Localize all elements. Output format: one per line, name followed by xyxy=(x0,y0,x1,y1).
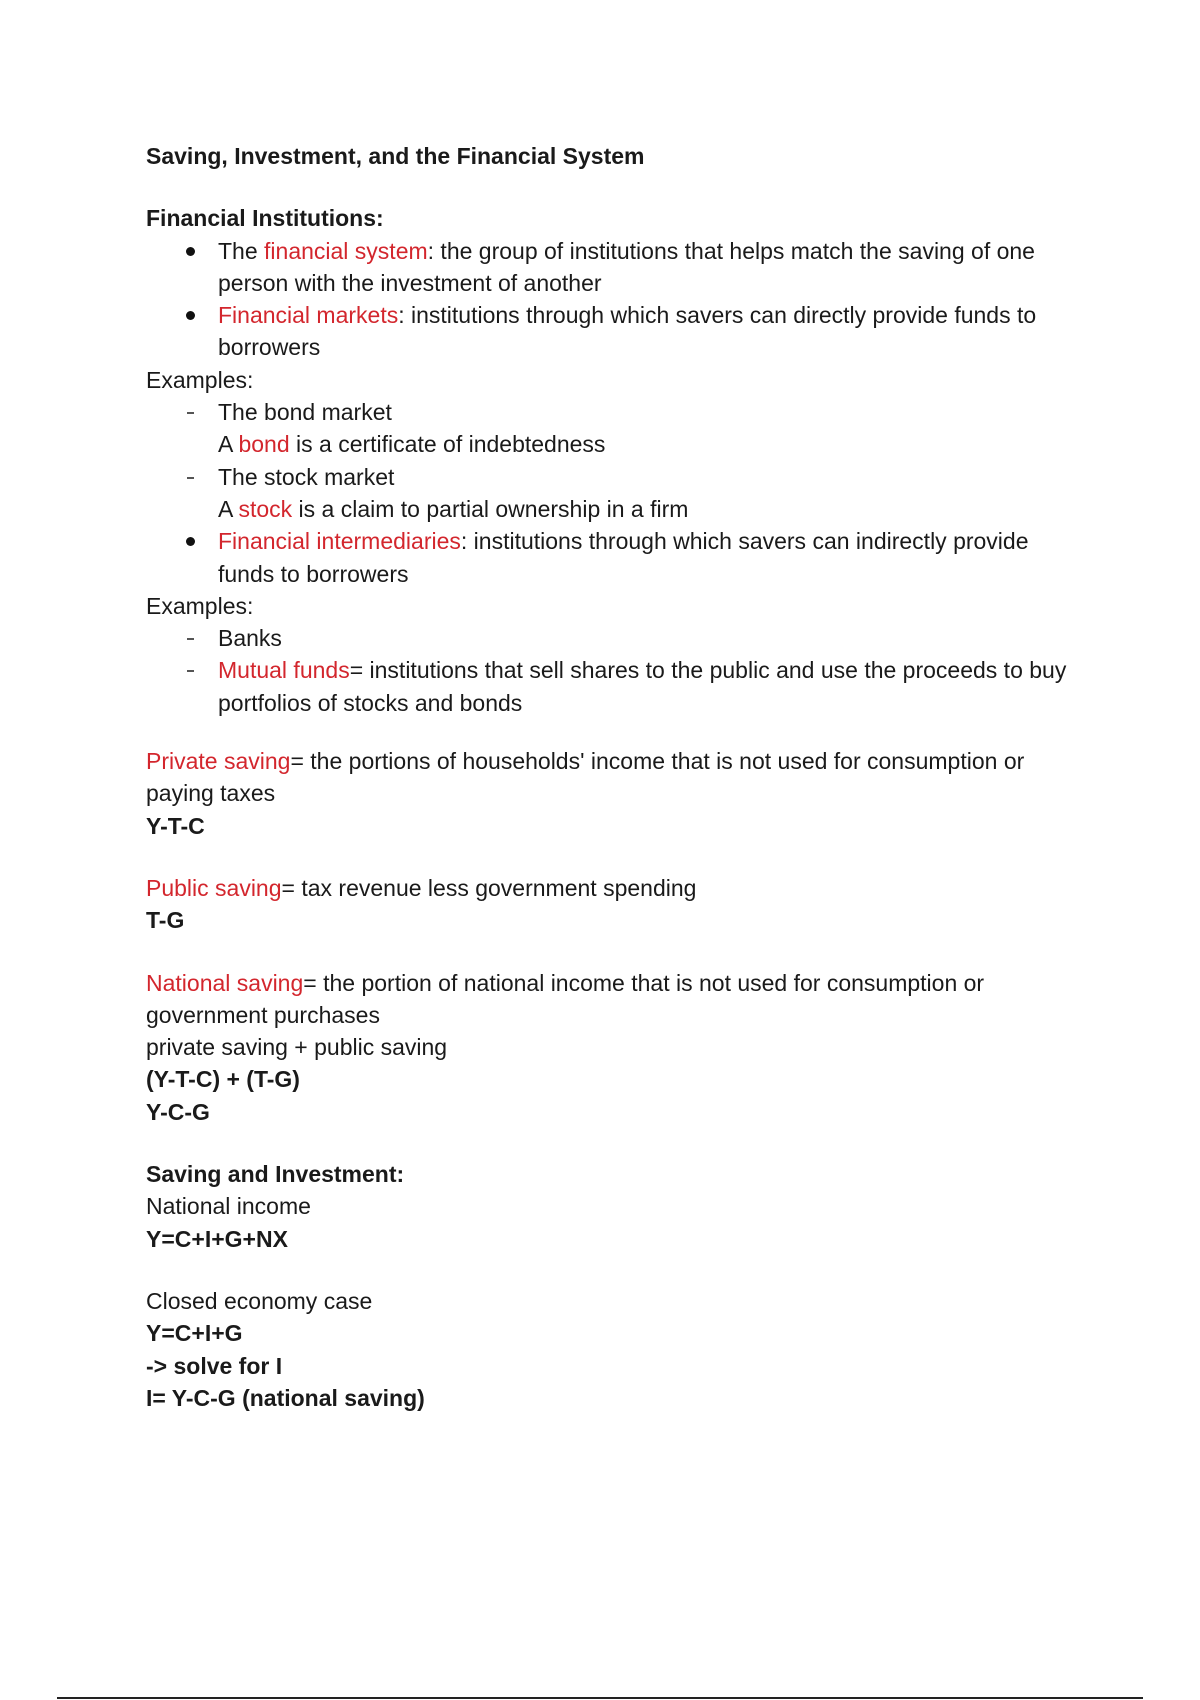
document-title: Saving, Investment, and the Financial System xyxy=(146,143,645,169)
definition-mutual-funds: = institutions that sell shares to the public and use the proceeds to buy portfolios of stocks and bonds xyxy=(218,657,1067,716)
formula-investment-result: I= Y-C-G (national saving) xyxy=(146,1384,425,1411)
solve-for-i: -> solve for I xyxy=(146,1352,283,1379)
definition-financial-intermediaries: : institutions through which savers can indirectly provide funds to borrowers xyxy=(218,528,1029,587)
page-bottom-rule xyxy=(57,1697,1143,1699)
examples-label-2: Examples: xyxy=(146,592,254,619)
term-public-saving: Public saving xyxy=(146,874,282,901)
private-saving-definition xyxy=(146,745,1086,810)
national-saving-composition: private saving + public saving xyxy=(146,1034,448,1061)
bond-prefix: A xyxy=(218,431,239,458)
public-saving-definition xyxy=(146,872,1106,904)
bullet-dot-icon xyxy=(180,235,200,267)
definition-national-saving: = the portion of national income that is not used for consumption or government purchases xyxy=(146,969,985,1028)
bullet-prefix: The xyxy=(218,237,265,264)
term-bond: bond xyxy=(238,431,290,458)
definition-public-saving: = tax revenue less government spending xyxy=(281,874,697,901)
definition-financial-markets: : institutions through which savers can directly provide funds to borrowers xyxy=(218,302,1037,361)
saving-investment-heading: Saving and Investment: xyxy=(146,1161,405,1188)
formula-public-saving: T-G xyxy=(146,907,185,934)
bullet-financial-markets xyxy=(146,299,1088,364)
term-private-saving: Private saving xyxy=(146,748,291,775)
document-page xyxy=(146,140,1106,1414)
bullet-dot-icon xyxy=(180,525,200,557)
term-stock: stock xyxy=(238,495,293,522)
examples-label-1: Examples: xyxy=(146,366,254,393)
term-financial-intermediaries: Financial intermediaries xyxy=(218,528,461,555)
term-mutual-funds: Mutual funds xyxy=(218,657,350,684)
example-stock-market xyxy=(146,461,1088,493)
term-financial-system: financial system xyxy=(264,237,428,264)
stock-definition xyxy=(146,493,1106,525)
example-bond-market-label: The bond market xyxy=(218,399,392,426)
financial-institutions-heading: Financial Institutions: xyxy=(146,205,384,232)
definition-financial-system: : the group of institutions that helps match the saving of one person with the investment of another xyxy=(218,237,1035,296)
dash-icon xyxy=(180,461,200,493)
bond-definition xyxy=(146,428,1106,460)
example-banks xyxy=(146,622,1088,654)
closed-economy-label: Closed economy case xyxy=(146,1287,373,1314)
formula-national-saving: Y-C-G xyxy=(146,1098,210,1125)
formula-private-saving: Y-T-C xyxy=(146,812,205,839)
dash-icon xyxy=(180,654,200,686)
bullet-financial-system xyxy=(146,235,1088,300)
example-mutual-funds xyxy=(146,654,1088,719)
term-national-saving: National saving xyxy=(146,969,304,996)
bullet-financial-intermediaries xyxy=(146,525,1088,590)
dash-icon xyxy=(180,396,200,428)
national-income-label: National income xyxy=(146,1193,311,1220)
national-saving-definition xyxy=(146,967,1046,1032)
definition-private-saving: = the portions of households' income that is not used for consumption or paying taxes xyxy=(146,748,1025,807)
definition-stock: is a claim to partial ownership in a firm xyxy=(292,495,689,522)
formula-national-saving-expanded: (Y-T-C) + (T-G) xyxy=(146,1066,300,1093)
term-financial-markets: Financial markets xyxy=(218,302,399,329)
example-stock-market-label: The stock market xyxy=(218,463,395,490)
example-banks-label: Banks xyxy=(218,625,282,652)
dash-icon xyxy=(180,622,200,654)
bullet-dot-icon xyxy=(180,299,200,331)
formula-national-income: Y=C+I+G+NX xyxy=(146,1225,288,1252)
definition-bond: is a certificate of indebtedness xyxy=(289,431,606,458)
formula-closed-economy: Y=C+I+G xyxy=(146,1320,243,1347)
stock-prefix: A xyxy=(218,495,239,522)
example-bond-market xyxy=(146,396,1088,428)
